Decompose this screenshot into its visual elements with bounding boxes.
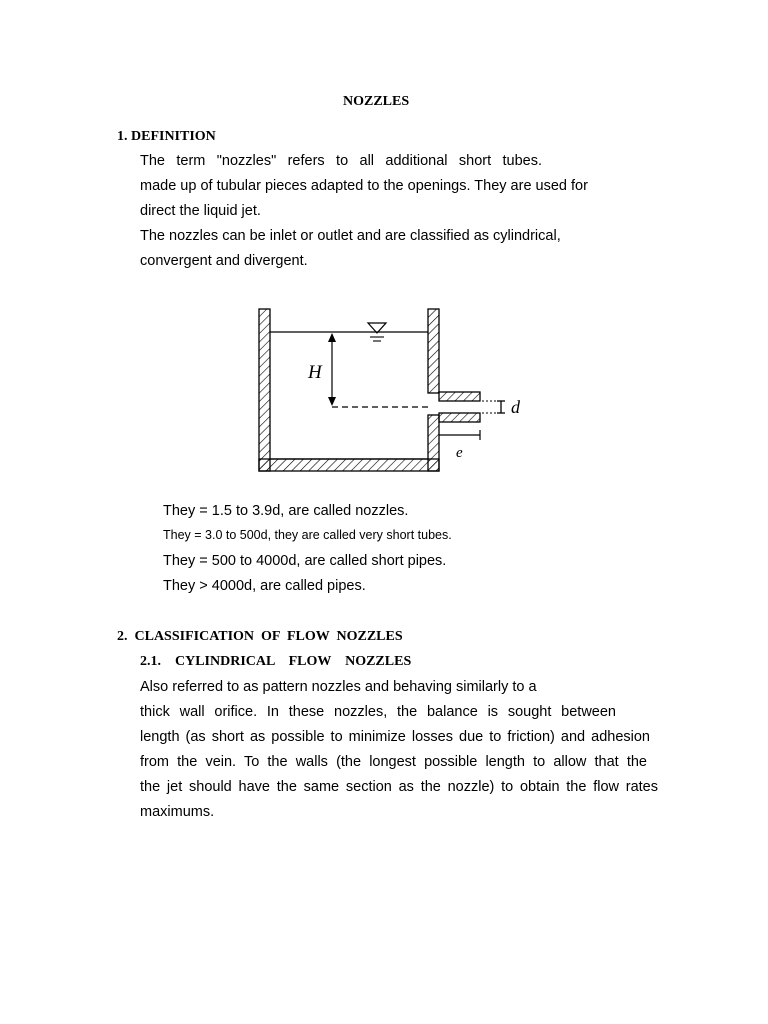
range-very-short-tubes: They = 3.0 to 500d, they are called very short tubes. [163,528,452,542]
section-2-1-heading: 2.1. CYLINDRICAL FLOW NOZZLES [140,654,412,669]
tank-nozzle-diagram [250,300,540,480]
diameter-marker [497,401,505,413]
range-nozzles: They = 1.5 to 3.9d, are called nozzles. [163,503,409,519]
tank-right-wall-lower [428,415,439,471]
range-short-pipes: They = 500 to 4000d, are called short pipes. [163,553,447,569]
tank-right-wall-upper [428,309,439,393]
section-1-heading: 1. DEFINITION [117,129,216,144]
section-2-heading: 2. CLASSIFICATION OF FLOW NOZZLES [117,629,403,644]
head-dimension-arrow [328,333,336,406]
label-H: H [308,362,322,383]
cylindrical-line-4: from the vein. To the walls (the longest possible length to allow that the [140,754,647,770]
range-pipes: They > 4000d, are called pipes. [163,578,366,594]
cylindrical-line-3: length (as short as possible to minimize losses due to friction) and adhesion [140,729,650,745]
definition-line-1: The term "nozzles" refers to all additional short tubes. [140,153,542,169]
definition-line-2: made up of tubular pieces adapted to the openings. They are used for [140,178,588,194]
nozzle-upper-wall [439,392,480,401]
tank-bottom-wall [259,459,439,471]
definition-line-4: The nozzles can be inlet or outlet and are classified as cylindrical, [140,228,561,244]
cylindrical-line-6: maximums. [140,804,215,820]
cylindrical-line-1: Also referred to as pattern nozzles and behaving similarly to a [140,679,537,695]
definition-line-3: direct the liquid jet. [140,203,261,219]
label-d: d [511,397,520,417]
tank-left-wall [259,309,270,471]
page-title: NOZZLES [343,94,410,109]
definition-line-5: convergent and divergent. [140,253,308,269]
nozzle-lower-wall [439,413,480,422]
cylindrical-line-5: the jet should have the same section as the nozzle) to obtain the flow rates [140,779,658,795]
label-e: e [456,445,463,461]
cylindrical-line-2: thick wall orifice. In these nozzles, the balance is sought between [140,704,616,720]
